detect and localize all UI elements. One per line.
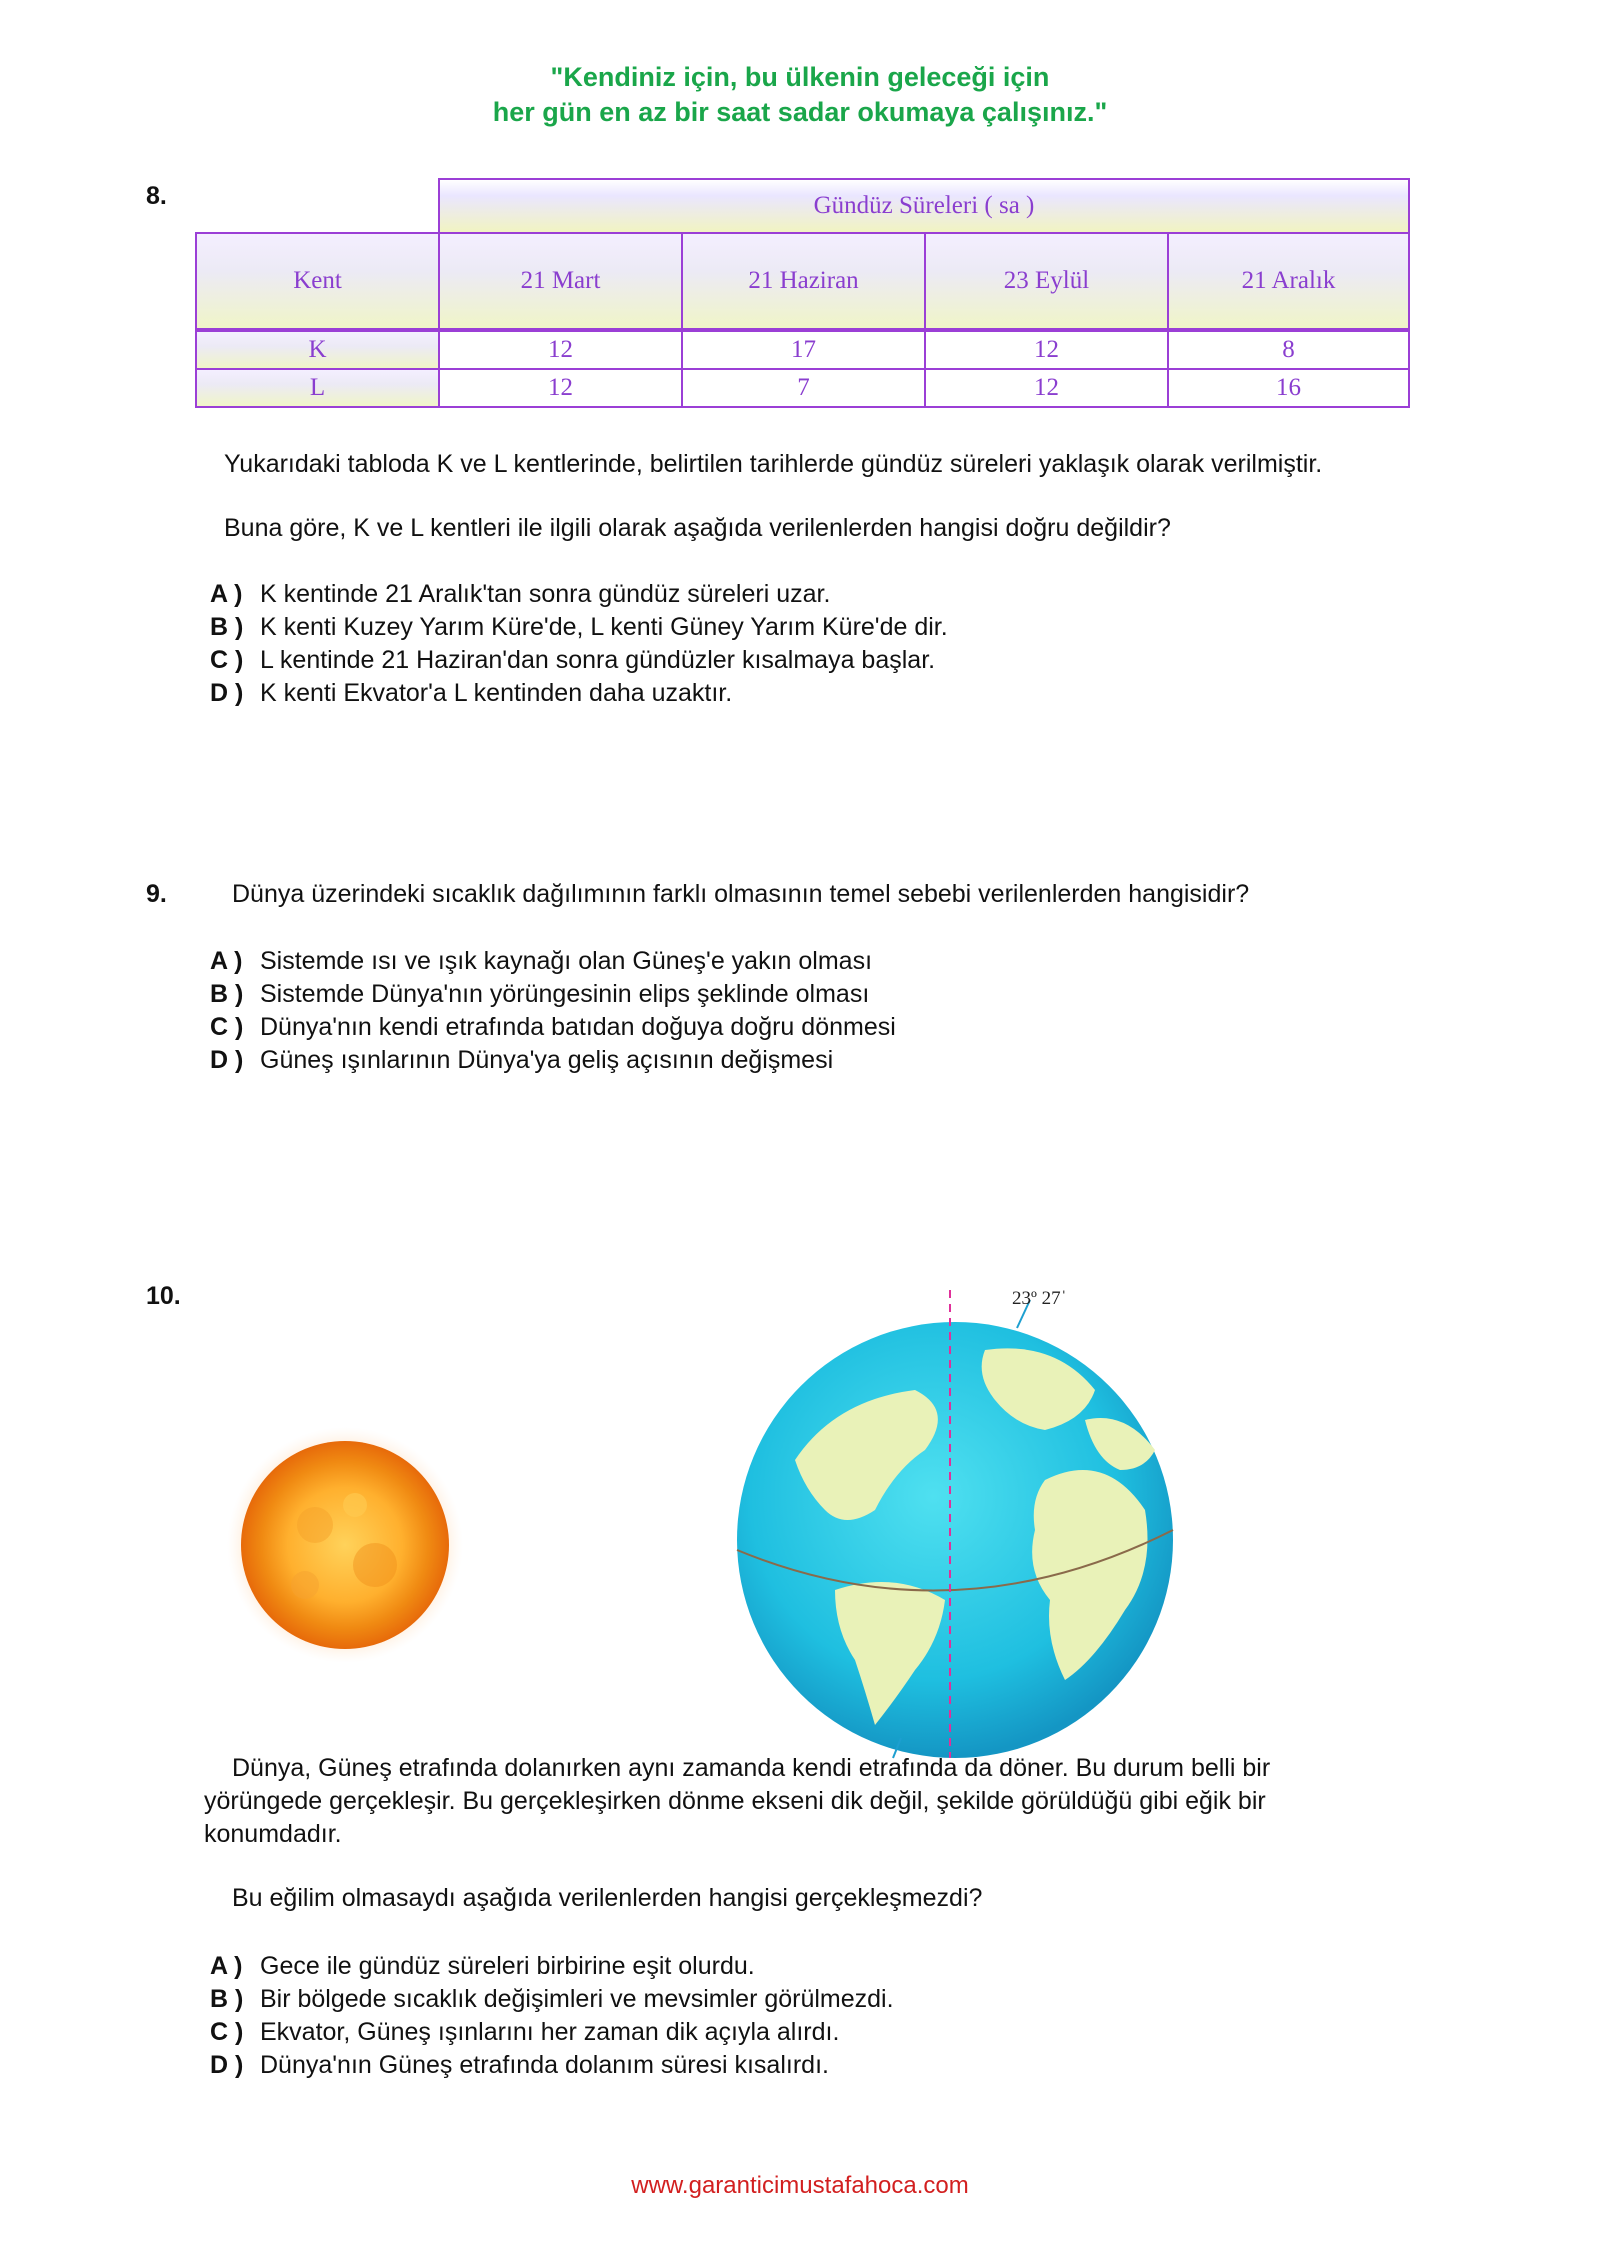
question-10-paragraph — [204, 1752, 1434, 1851]
question-10-number: 10. — [146, 1282, 181, 1310]
table-header-date: 21 Aralık — [1167, 232, 1410, 330]
paragraph-line: Dünya, Güneş etrafında dolanırken aynı zamanda kendi etrafında da döner. Bu durum belli bir — [232, 1754, 1271, 1782]
table-cell: 12 — [924, 330, 1169, 370]
table-row-label: K — [195, 330, 440, 370]
option-b[interactable]: B ) Sistemde Dünya'nın yörüngesinin elips şeklinde olması — [210, 980, 870, 1008]
motto-line-2: her gün en az bir saat sadar okumaya çalışınız." — [492, 97, 1108, 127]
paragraph-line: yörüngede gerçekleşir. Bu gerçekleşirken dönme ekseni dik değil, şekilde görüldüğü gibi eğik bir — [204, 1787, 1266, 1815]
option-b[interactable]: B ) Bir bölgede sıcaklık değişimleri ve mevsimler görülmezdi. — [210, 1985, 894, 2013]
paragraph-line: konumdadır. — [204, 1820, 342, 1848]
question-8-options — [210, 578, 948, 710]
option-c[interactable]: C ) Ekvator, Güneş ışınlarını her zaman dik açıyla alırdı. — [210, 2018, 840, 2046]
option-a[interactable]: A ) K kentinde 21 Aralık'tan sonra gündüz süreleri uzar. — [210, 580, 831, 608]
option-b[interactable]: B ) K kenti Kuzey Yarım Küre'de, L kenti Güney Yarım Küre'de dir. — [210, 613, 948, 641]
table-cell: 12 — [438, 330, 683, 370]
table-header-date: 21 Haziran — [681, 232, 926, 330]
earth-illustration — [725, 1280, 1185, 1760]
option-c[interactable]: C ) L kentinde 21 Haziran'dan sonra gündüzler kısalmaya başlar. — [210, 646, 936, 674]
table-cell: 12 — [438, 368, 683, 408]
question-9-options — [210, 945, 896, 1077]
table-header-city: Kent — [195, 232, 440, 330]
question-9-number: 9. — [146, 880, 167, 908]
question-10-options — [210, 1950, 894, 2082]
option-d[interactable]: D ) K kenti Ekvator'a L kentinden daha uzaktır. — [210, 679, 733, 707]
option-a[interactable]: A ) Sistemde ısı ve ışık kaynağı olan Güneş'e yakın olması — [210, 947, 873, 975]
question-8-number: 8. — [146, 182, 167, 210]
option-d[interactable]: D ) Güneş ışınlarının Dünya'ya geliş açısının değişmesi — [210, 1046, 834, 1074]
option-a[interactable]: A ) Gece ile gündüz süreleri birbirine eşit olurdu. — [210, 1952, 755, 1980]
option-d[interactable]: D ) Dünya'nın Güneş etrafında dolanım süresi kısalırdı. — [210, 2051, 829, 2079]
footer-website-link[interactable]: www.garanticimustafahoca.com — [631, 2172, 969, 2199]
sun-illustration — [225, 1425, 465, 1665]
question-10-stem: Bu eğilim olmasaydı aşağıda verilenlerden hangisi gerçekleşmezdi? — [232, 1884, 983, 1912]
table-cell: 17 — [681, 330, 926, 370]
table-title: Gündüz Süreleri ( sa ) — [438, 178, 1410, 234]
table-cell: 8 — [1167, 330, 1410, 370]
question-8-stem: Buna göre, K ve L kentleri ile ilgili olarak aşağıda verilenlerden hangisi doğru değildir? — [224, 514, 1171, 542]
table-cell: 7 — [681, 368, 926, 408]
table-cell: 16 — [1167, 368, 1410, 408]
table-row-label: L — [195, 368, 440, 408]
question-8-intro: Yukarıdaki tabloda K ve L kentlerinde, belirtilen tarihlerde gündüz süreleri yaklaşık olarak verilmiştir. — [224, 450, 1323, 478]
option-c[interactable]: C ) Dünya'nın kendi etrafında batıdan doğuya doğru dönmesi — [210, 1013, 896, 1041]
table-cell: 12 — [924, 368, 1169, 408]
question-9-stem: Dünya üzerindeki sıcaklık dağılımının farklı olmasının temel sebebi verilenlerden hangisidir? — [232, 880, 1250, 908]
motto-line-1: "Kendiniz için, bu ülkenin geleceği için — [550, 62, 1050, 92]
table-header-date: 23 Eylül — [924, 232, 1169, 330]
tilt-angle-label: 23º 27ˈ — [1012, 1288, 1067, 1309]
table-header-date: 21 Mart — [438, 232, 683, 330]
